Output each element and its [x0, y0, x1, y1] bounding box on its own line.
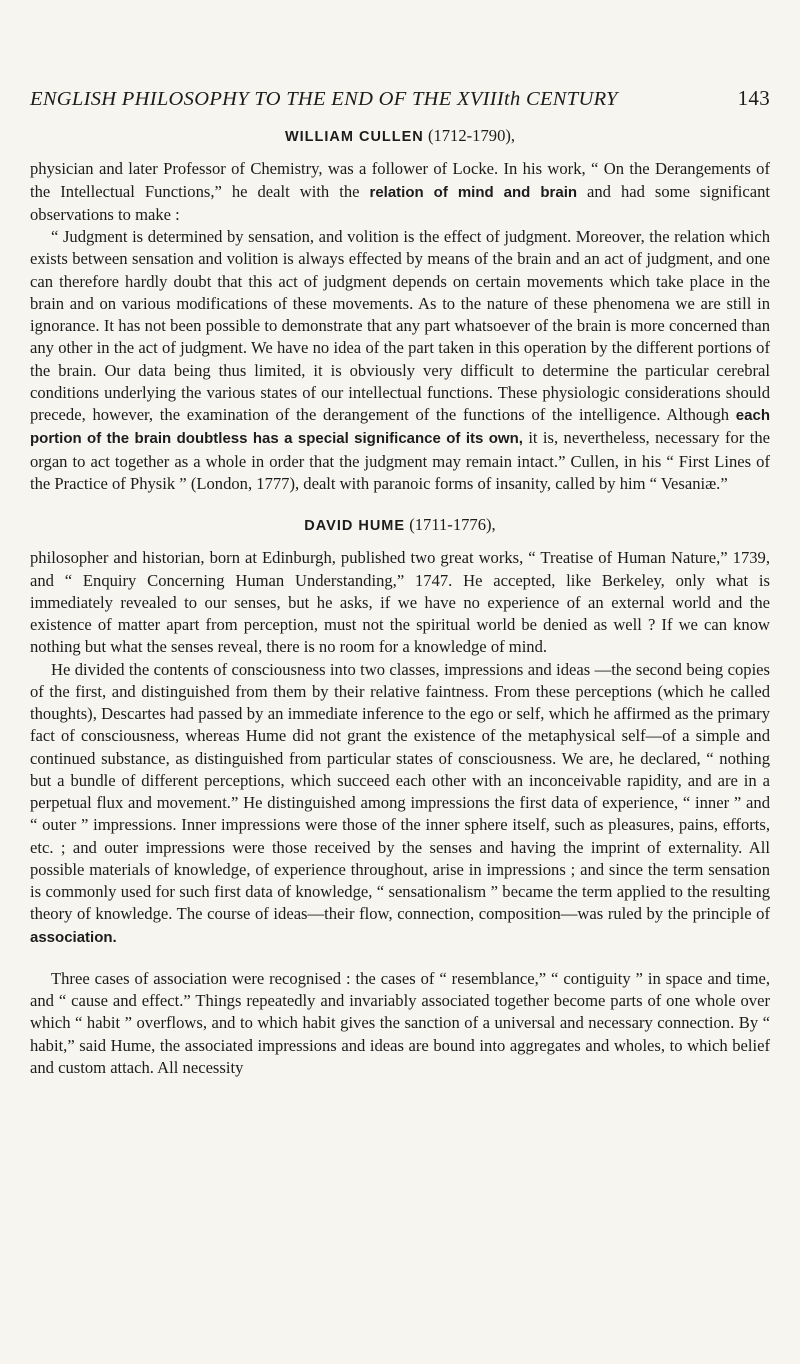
heading-dates: (1711-1776),	[409, 515, 496, 534]
text-run: and had some significant observations to make :	[30, 181, 770, 224]
section-heading-cullen	[30, 125, 770, 148]
heading-dates: (1712-1790),	[427, 126, 516, 145]
bold-text: each portion of the brain doubtless has a special significance of its own,	[30, 407, 770, 448]
heading-name: WILLIAM CULLEN	[284, 129, 424, 145]
running-head	[30, 86, 770, 111]
bold-text: association.	[30, 928, 117, 946]
running-head-title: ENGLISH PHILOSOPHY TO THE END OF THE XVIIIth CENTURY	[30, 88, 618, 110]
body-text	[30, 125, 770, 1079]
paragraph	[30, 158, 770, 226]
text-run: it is, nevertheless, necessary for the organ to act together as a whole in order that the judgment may remain intact.” Cullen, in his “ First Lines of the Practice of Physik ” (London, 1777), dealt with paranoic forms of insanity, called by him “ Vesaniæ.”	[30, 428, 770, 493]
paragraph	[30, 659, 770, 949]
section-heading-hume	[30, 514, 770, 537]
paragraph	[30, 226, 770, 495]
page-number: 143	[737, 86, 770, 110]
text-run: He divided the contents of consciousness into two classes, impressions and ideas —the second being copies of the first, and distinguished from them by their relative faintness. From these perceptions (which he called thoughts), Descartes had passed by an immediate inference to the ego or self, which he affirmed as the primary fact of consciousness, whereas Hume did not grant the existence of the metaphysical self—of a simple and continued substance, as distinguished from particular states of consciousness. We are, he declared, “ nothing but a bundle of different perceptions, which succeed each other with an inconceivable rapidity, and are in a perpetual flux and movement.” He distinguished among impressions the first data of experience, “ inner ” and “ outer ” impressions. Inner impressions were those of the inner sphere itself, such as pleasures, pains, efforts, etc. ; and outer impressions were those received by the senses and having the imprint of externality. All possible materials of knowledge, of experience throughout, arise in impressions ; and since the term sensation is commonly used for such first data of knowledge, “ sensationalism ” became the term applied to the resulting theory of knowledge. The course of ideas—their flow, connection, composition—was ruled by the principle of	[30, 659, 770, 924]
text-run: physician and later Professor of Chemistry, was a follower of Locke. In his work, “ On the Derangements of the Intellectual Functions,” he dealt with the	[30, 159, 770, 201]
bold-text: relation of mind and brain	[369, 183, 578, 201]
heading-name: DAVID HUME	[304, 518, 406, 534]
text-run: “ Judgment is determined by sensation, and volition is the effect of judgment. Moreover, the relation which exists between sensation and volition is always effected by means of the brain and an act of judgment, and one can therefore hardly doubt that this act of judgment depends on certain movements which take place in the brain and on various modifications of these movements. As to the nature of these phenomena we are still in ignorance. It has not been possible to demonstrate that any part whatsoever of the brain is more concerned than any other in the act of judgment. We have no idea of the part taken in this operation by the different portions of the brain. Our data being thus limited, it is obviously very difficult to determine the particular cerebral conditions underlying the various states of our intellectual functions. These physiologic considerations should precede, however, the examination of the derangement of the functions of the intelligence. Although	[30, 227, 770, 424]
paragraph: philosopher and historian, born at Edinburgh, published two great works, “ Treatise of Human Nature,” 1739, and “ Enquiry Concerning Human Understanding,” 1747. He accepted, like Berkeley, only what is immediately revealed to our senses, but he asks, if we have no experience of an external world and the existence of matter apart from perception, must not the spiritual world be denied as well ? If we can know nothing but what the senses reveal, there is no room for a knowledge of mind.	[30, 548, 770, 657]
paragraph: Three cases of association were recognised : the cases of “ resemblance,” “ contiguity ” in space and time, and “ cause and effect.” Things repeatedly and invariably associated together become parts of one whole over which “ habit ” overflows, and to which habit gives the sanction of a universal and necessary connection. By “ habit,” said Hume, the associated impressions and ideas are bound into aggregates and wholes, to which belief and custom attach. All necessity	[30, 968, 770, 1077]
